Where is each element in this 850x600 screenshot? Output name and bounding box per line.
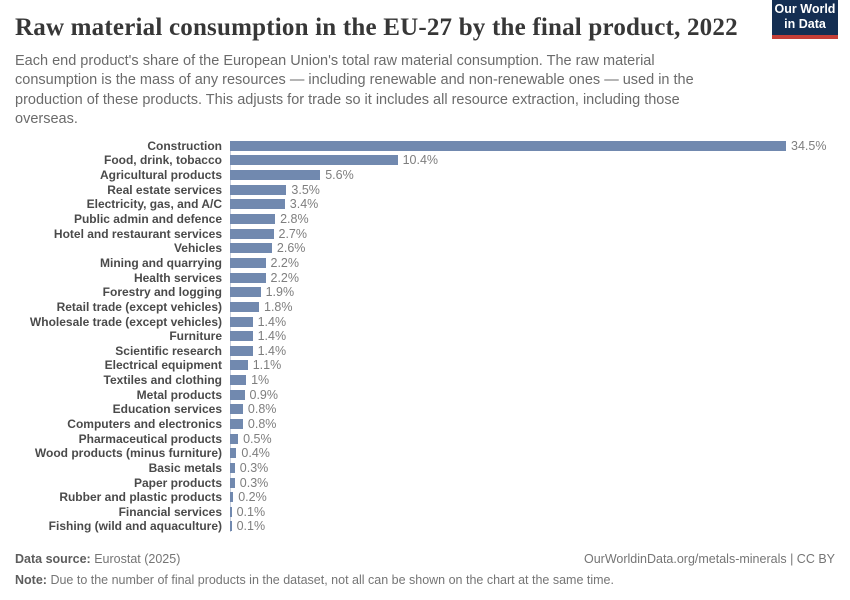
bar <box>230 287 261 297</box>
bar-row <box>15 373 835 388</box>
bar-row <box>15 285 835 300</box>
bar-row <box>15 182 835 197</box>
bar-row <box>15 387 835 402</box>
bar <box>230 419 243 429</box>
bar-row <box>15 519 835 534</box>
category-label: Public admin and defence <box>73 212 222 227</box>
category-label: Food, drink, tobacco <box>103 153 222 168</box>
bar-row <box>15 475 835 490</box>
value-label: 34.5% <box>791 138 827 153</box>
value-label: 0.1% <box>236 519 266 534</box>
bar-chart <box>15 139 835 534</box>
bar <box>230 273 266 283</box>
category-label: Textiles and clothing <box>103 373 222 388</box>
category-label: Wood products (minus furniture) <box>34 446 222 461</box>
bar-row <box>15 314 835 329</box>
category-label: Metal products <box>136 387 222 402</box>
bar-row <box>15 402 835 417</box>
bar <box>230 199 285 209</box>
value-label: 2.2% <box>270 270 299 285</box>
value-label: 5.6% <box>325 168 354 183</box>
bar <box>230 478 235 488</box>
category-label: Computers and electronics <box>67 416 222 431</box>
value-label: 0.3% <box>239 475 269 490</box>
category-label: Scientific research <box>115 343 222 358</box>
bar <box>230 521 232 531</box>
bar <box>230 346 253 356</box>
bar-row <box>15 431 835 446</box>
bar-track <box>230 417 835 431</box>
bar-track <box>230 315 835 329</box>
bar-row <box>15 343 835 358</box>
value-label: 0.5% <box>243 431 272 446</box>
category-label: Electrical equipment <box>104 358 222 373</box>
bar-row <box>15 490 835 505</box>
value-label: 1.9% <box>265 285 295 300</box>
category-label: Electricity, gas, and A/C <box>86 197 222 212</box>
bar <box>230 170 320 180</box>
bar-track <box>230 402 835 416</box>
bar-track <box>230 212 835 226</box>
bar-track <box>230 300 835 314</box>
value-label: 0.9% <box>249 387 278 402</box>
bar <box>230 243 272 253</box>
value-label: 1.4% <box>257 343 287 358</box>
bar <box>230 390 245 400</box>
category-label: Construction <box>147 138 222 153</box>
bar-row <box>15 212 835 227</box>
bar-track <box>230 446 835 460</box>
category-label: Education services <box>112 402 222 417</box>
chart-footer <box>15 549 835 591</box>
bar <box>230 463 235 473</box>
bar-row <box>15 446 835 461</box>
bar-row <box>15 226 835 241</box>
bar <box>230 317 253 327</box>
value-label: 1.8% <box>264 299 293 314</box>
data-source-value: Eurostat (2025) <box>94 551 181 566</box>
note-value: Due to the number of final products in the dataset, not all can be shown on the chart at the same time. <box>50 572 614 587</box>
category-label: Retail trade (except vehicles) <box>56 299 222 314</box>
bar <box>230 331 253 341</box>
value-label: 0.2% <box>238 490 267 505</box>
bar-track <box>230 168 835 182</box>
chart-subtitle: Each end product's share of the European Union's total raw material consumption. The raw material consumption is the mass of any resources — including renewable and non-renewable ones — used in the production of these products. This adjusts for trade so it includes all resource extraction, including those overseas. <box>15 52 694 127</box>
category-label: Vehicles <box>173 241 222 256</box>
bar-row <box>15 153 835 168</box>
value-label: 0.8% <box>247 402 277 417</box>
bar-track <box>230 505 835 519</box>
chart-header <box>15 0 835 130</box>
bar <box>230 492 233 502</box>
bar <box>230 155 398 165</box>
attribution-link[interactable]: OurWorldinData.org/metals-minerals | CC BY <box>583 551 835 566</box>
data-source <box>15 549 180 570</box>
category-label: Basic metals <box>148 460 222 475</box>
bar-track <box>230 256 835 270</box>
bar-row <box>15 461 835 476</box>
chart-note <box>15 570 835 591</box>
category-label: Forestry and logging <box>102 285 222 300</box>
category-label: Rubber and plastic products <box>59 490 222 505</box>
value-label: 0.1% <box>236 504 266 519</box>
bar-track <box>230 197 835 211</box>
owid-logo-line2: in Data <box>784 17 826 31</box>
bar <box>230 434 238 444</box>
value-label: 1.4% <box>257 329 287 344</box>
owid-logo <box>772 0 838 39</box>
bar <box>230 507 232 517</box>
bar-track <box>230 139 835 153</box>
value-label: 2.7% <box>278 226 307 241</box>
bar-row <box>15 358 835 373</box>
category-label: Health services <box>133 270 222 285</box>
category-label: Pharmaceutical products <box>78 431 222 446</box>
bar-track <box>230 344 835 358</box>
bar-track <box>230 358 835 372</box>
bar-row <box>15 241 835 256</box>
bar-row <box>15 256 835 271</box>
bar-track <box>230 519 835 533</box>
category-label: Furniture <box>169 329 222 344</box>
bar <box>230 214 275 224</box>
bar-track <box>230 183 835 197</box>
bar <box>230 360 248 370</box>
bar-row <box>15 197 835 212</box>
bar <box>230 375 246 385</box>
bar <box>230 141 786 151</box>
value-label: 1.4% <box>257 314 287 329</box>
category-label: Paper products <box>133 475 222 490</box>
owid-logo-line1: Our World <box>774 2 836 16</box>
bar-track <box>230 241 835 255</box>
bar-track <box>230 227 835 241</box>
category-label: Agricultural products <box>99 168 222 183</box>
category-label: Wholesale trade (except vehicles) <box>29 314 222 329</box>
value-label: 3.5% <box>291 182 320 197</box>
bar-track <box>230 373 835 387</box>
value-label: 2.8% <box>280 212 309 227</box>
bar-track <box>230 153 835 167</box>
value-label: 1.1% <box>252 358 282 373</box>
bar-row <box>15 270 835 285</box>
bar <box>230 185 286 195</box>
note-label: Note: <box>15 572 47 587</box>
page-title: Raw material consumption in the EU-27 by the final product, 2022 <box>15 14 738 41</box>
bar-track <box>230 329 835 343</box>
bar-track <box>230 461 835 475</box>
data-source-label: Data source: <box>15 551 91 566</box>
value-label: 0.3% <box>239 460 269 475</box>
category-label: Fishing (wild and aquaculture) <box>48 519 222 534</box>
bar-track <box>230 490 835 504</box>
category-label: Real estate services <box>107 182 222 197</box>
bar-row <box>15 300 835 315</box>
bar <box>230 448 236 458</box>
value-label: 2.6% <box>276 241 306 256</box>
bar-row <box>15 329 835 344</box>
bar-row <box>15 417 835 432</box>
bar <box>230 229 274 239</box>
value-label: 2.2% <box>270 255 299 270</box>
value-label: 0.8% <box>247 416 277 431</box>
category-label: Hotel and restaurant services <box>53 226 222 241</box>
bar-track <box>230 285 835 299</box>
category-label: Financial services <box>118 504 222 519</box>
bar-track <box>230 388 835 402</box>
category-label: Mining and quarrying <box>100 255 222 270</box>
bar-row <box>15 505 835 520</box>
value-label: 3.4% <box>289 197 319 212</box>
bar-track <box>230 476 835 490</box>
bar <box>230 302 259 312</box>
bar-track <box>230 432 835 446</box>
bar-row <box>15 139 835 154</box>
bar <box>230 258 266 268</box>
bar-track <box>230 271 835 285</box>
value-label: 10.4% <box>402 153 439 168</box>
value-label: 0.4% <box>241 446 270 461</box>
value-label: 1% <box>251 373 270 388</box>
bar <box>230 404 243 414</box>
bar-row <box>15 168 835 183</box>
